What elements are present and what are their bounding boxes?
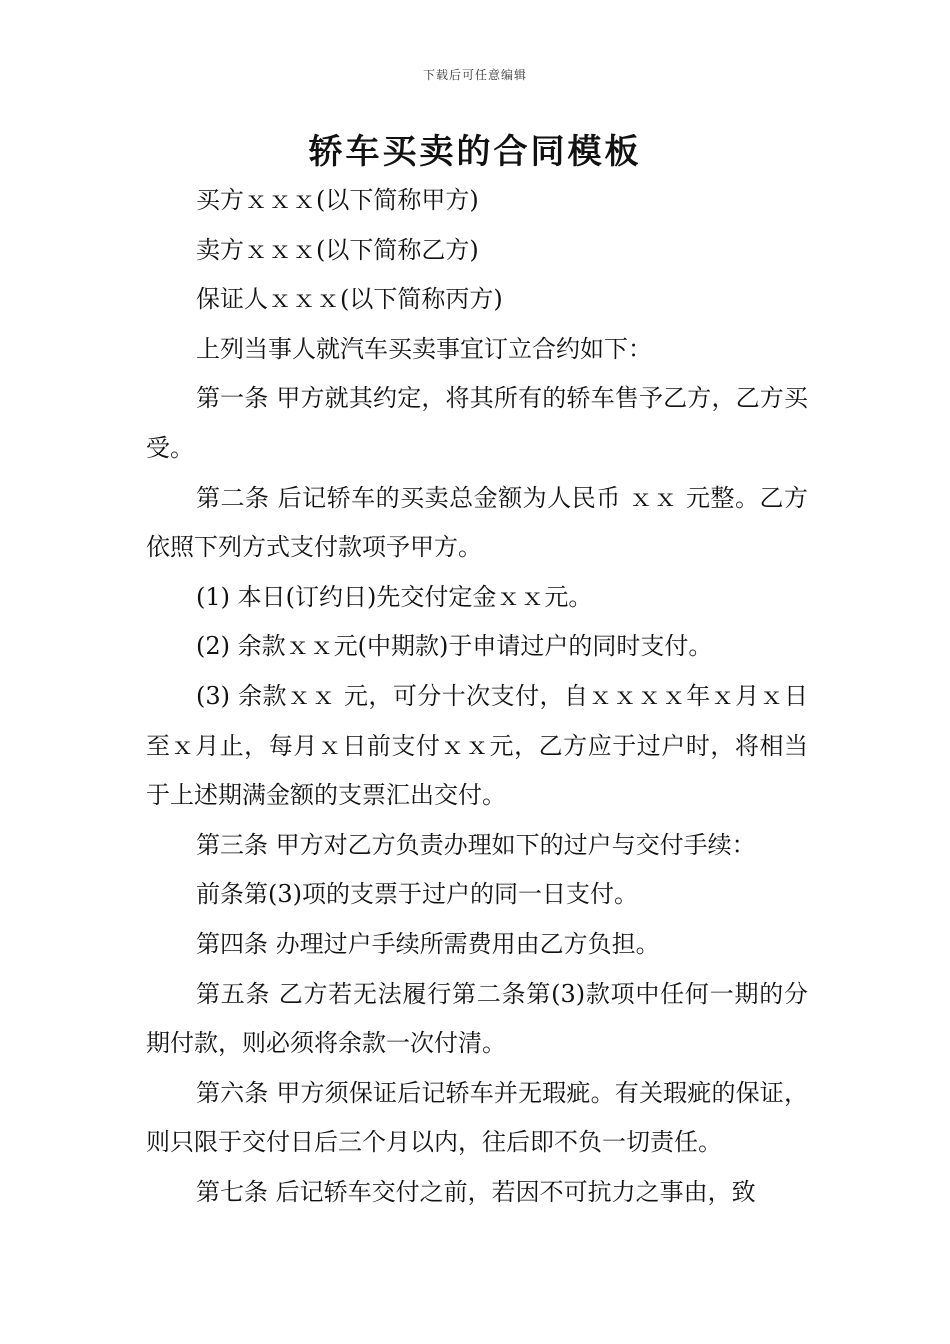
paragraph-article-7: 第七条 后记轿车交付之前，若因不可抗力之事由，致	[196, 1177, 756, 1206]
paragraph-article-4: 第四条 办理过户手续所需费用由乙方负担。	[196, 929, 660, 958]
paragraph-payment-1: (1) 本日(订约日)先交付定金ｘｘ元。	[196, 582, 593, 611]
header-note: 下载后可任意编辑	[422, 68, 527, 82]
paragraph-article-2: 第二条 后记轿车的买卖总金额为人民币 ｘｘ 元整。乙方依照下列方式支付款项予甲方。	[146, 483, 808, 562]
document-title: 轿车买卖的合同模板	[308, 132, 642, 172]
paragraph-payment-3: (3) 余款ｘｘ 元，可分十次支付，自ｘｘｘｘ年ｘ月ｘ日至ｘ月止，每月ｘ日前支付ｘｘ元，乙方应于过户时，将相当于上述期满金额的支票汇出交付。	[146, 681, 808, 810]
paragraph-article-3-detail: 前条第(3)项的支票于过户的同一日支付。	[196, 880, 638, 909]
paragraph-article-3: 第三条 甲方对乙方负责办理如下的过户与交付手续：	[196, 830, 756, 859]
paragraph-seller: 卖方ｘｘｘ(以下简称乙方)	[196, 235, 479, 264]
document-body	[146, 176, 808, 1217]
paragraph-article-1: 第一条 甲方就其约定，将其所有的轿车售予乙方，乙方买受。	[146, 384, 808, 462]
paragraph-guarantor: 保证人ｘｘｘ(以下简称丙方)	[196, 285, 503, 314]
paragraph-buyer: 买方ｘｘｘ(以下简称甲方)	[196, 186, 479, 214]
paragraph-article-5: 第五条 乙方若无法履行第二条第(3)款项中任何一期的分期付款，则必须将余款一次付清。	[146, 979, 808, 1058]
paragraph-intro: 上列当事人就汽车买卖事宜订立合约如下：	[196, 334, 652, 363]
paragraph-payment-2: (2) 余款ｘｘ元(中期款)于申请过户的同时支付。	[196, 632, 713, 661]
paragraph-article-6: 第六条 甲方须保证后记轿车并无瑕疵。有关瑕疵的保证，则只限于交付日后三个月以内，往后即不负一切责任。	[146, 1078, 808, 1157]
